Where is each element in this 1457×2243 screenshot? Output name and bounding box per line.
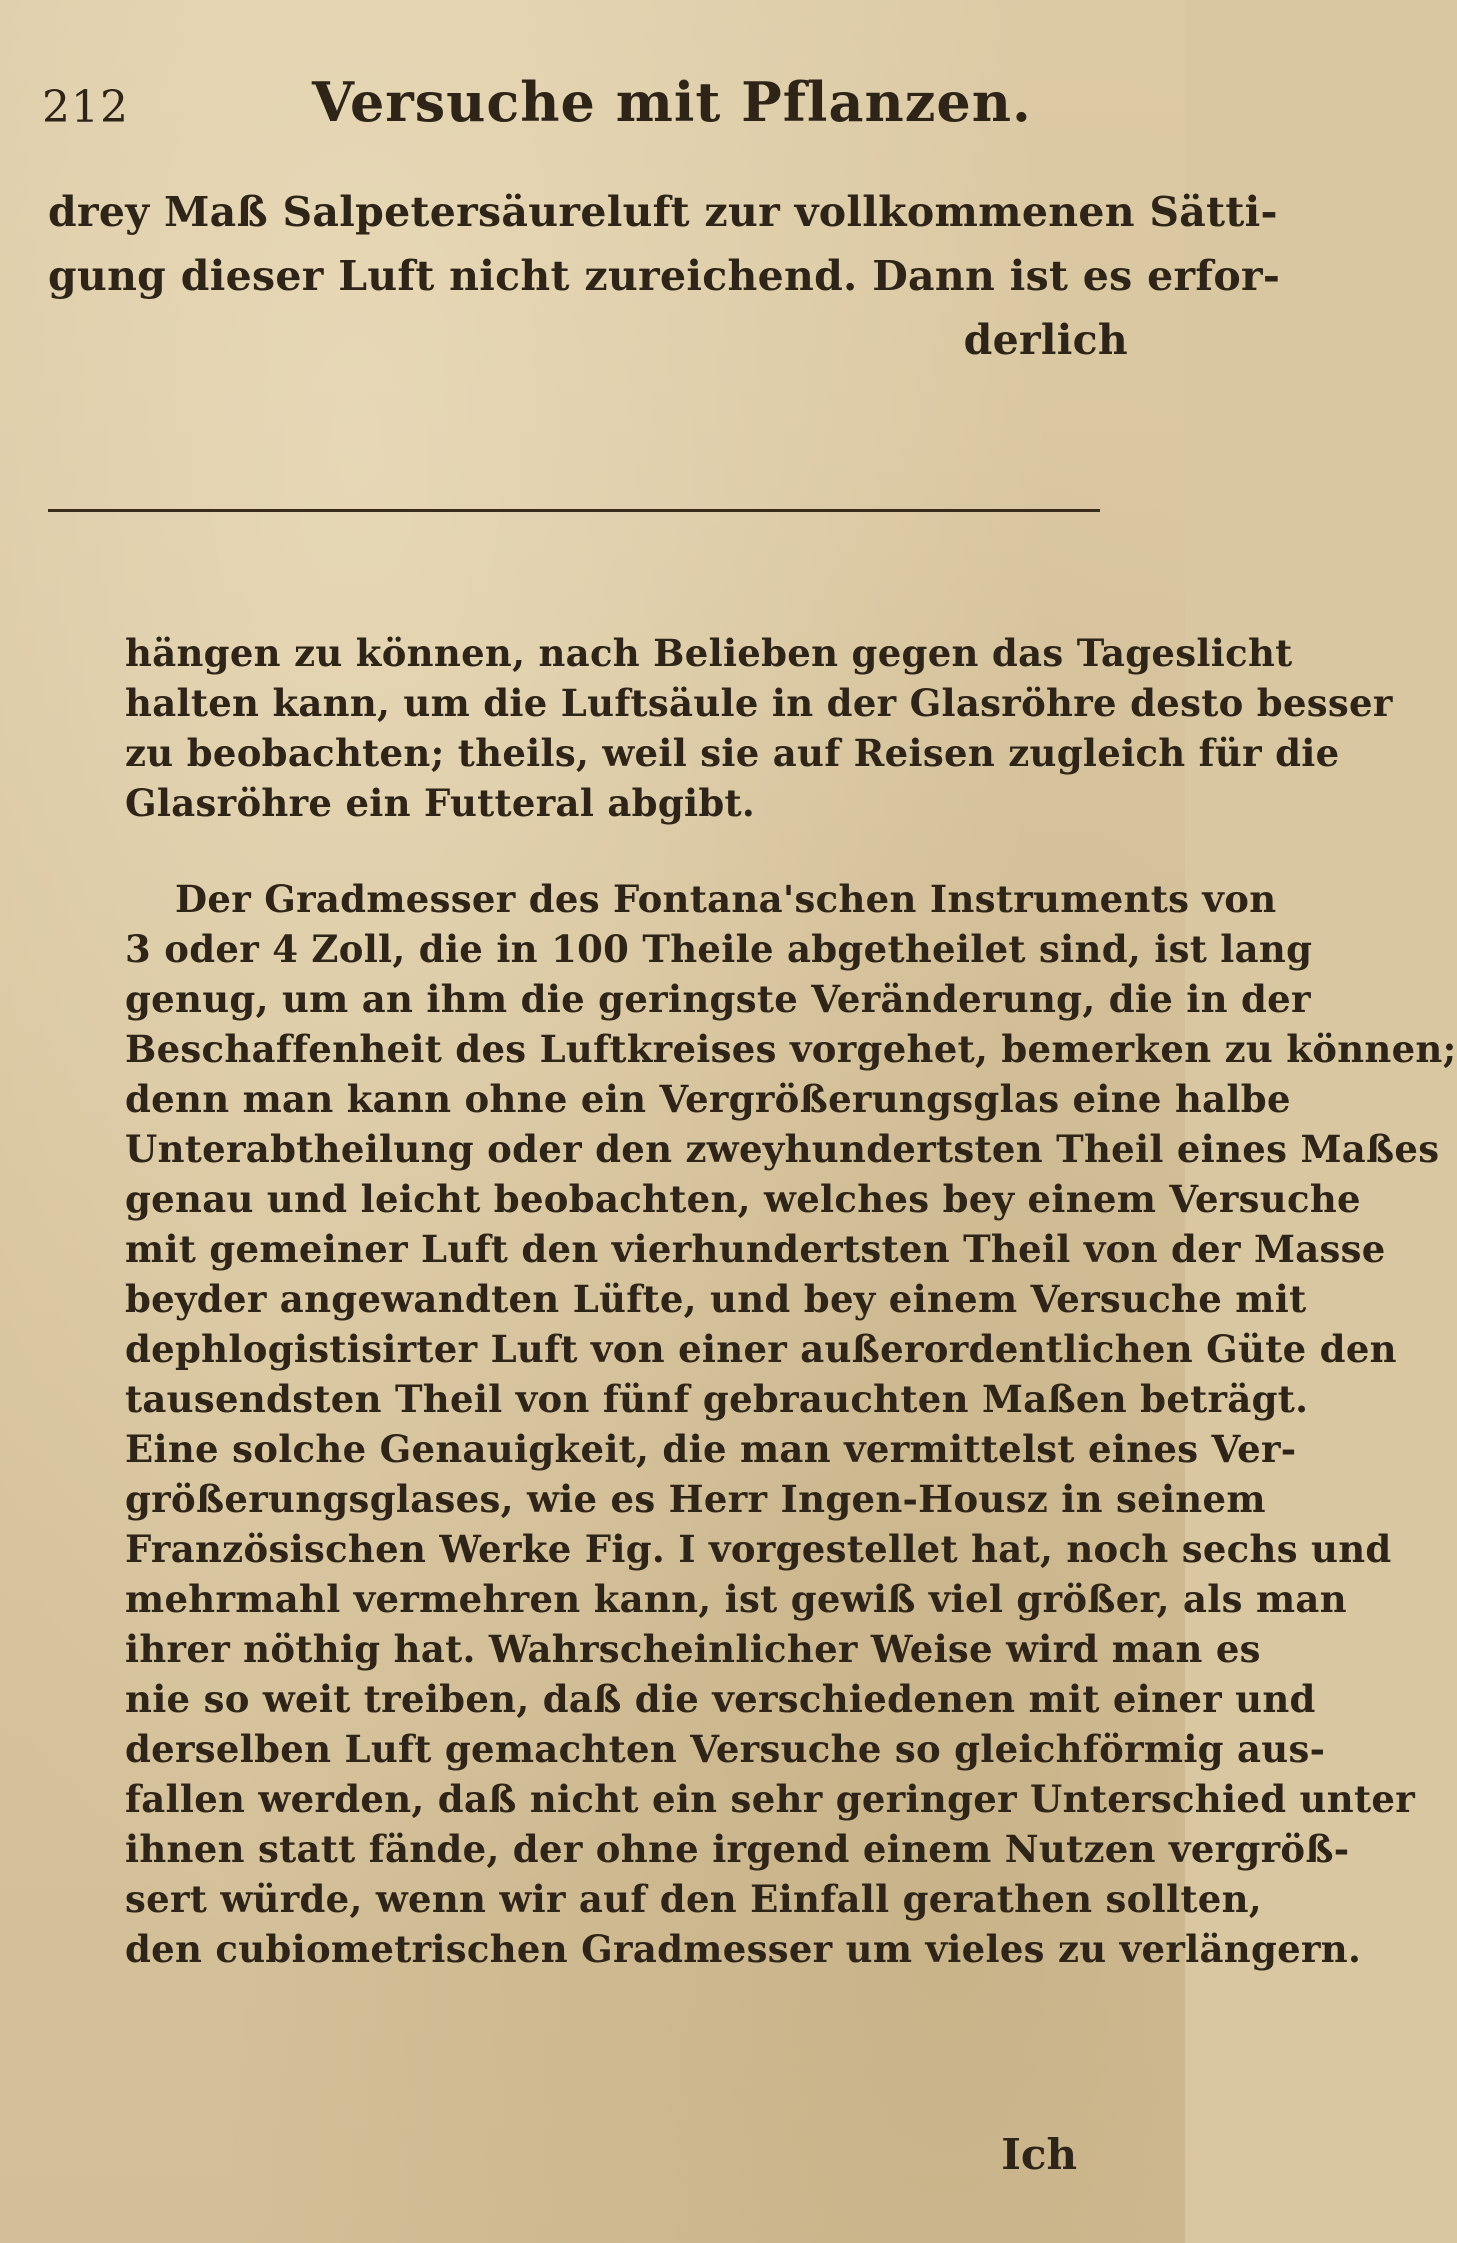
page-header — [42, 70, 1142, 140]
text-line: genau und leicht beobachten, welches bey einem Versuche — [125, 1177, 1361, 1221]
text-line: Unterabtheilung oder den zweyhundertsten Theil eines Maßes — [125, 1127, 1440, 1171]
main-text-block — [125, 628, 1457, 1974]
text-line: zu beobachten; theils, weil sie auf Reisen zugleich für die — [125, 731, 1340, 775]
text-line: Glasröhre ein Futteral abgibt. — [125, 781, 756, 825]
text-line: nie so weit treiben, daß die verschiedenen mit einer und — [125, 1677, 1316, 1721]
text-line: ihrer nöthig hat. Wahrscheinlicher Weise wird man es — [125, 1627, 1261, 1671]
catchword: Ich — [1001, 2130, 1077, 2179]
text-line: sert würde, wenn wir auf den Einfall gerathen sollten, — [125, 1877, 1262, 1921]
text-line: 3 oder 4 Zoll, die in 100 Theile abgetheilet sind, ist lang — [125, 927, 1313, 971]
text-line: derlich — [963, 316, 1128, 364]
text-line: derselben Luft gemachten Versuche so gleichförmig aus- — [125, 1727, 1326, 1771]
top-text-block — [48, 180, 1281, 372]
text-line: mehrmahl vermehren kann, ist gewiß viel größer, als man — [125, 1577, 1347, 1621]
text-line: dephlogistisirter Luft von einer außerordentlichen Güte den — [125, 1327, 1397, 1371]
text-line: drey Maß Salpetersäureluft zur vollkommenen Sätti- — [48, 188, 1278, 236]
text-line: tausendsten Theil von fünf gebrauchten Maßen beträgt. — [125, 1377, 1309, 1421]
text-line: Der Gradmesser des Fontana'schen Instruments von — [175, 877, 1277, 921]
text-line: ihnen statt fände, der ohne irgend einem Nutzen vergröß- — [125, 1827, 1350, 1871]
text-line: hängen zu können, nach Belieben gegen das Tageslicht — [125, 631, 1293, 675]
text-line: den cubiometrischen Gradmesser um vieles zu verlängern. — [125, 1927, 1362, 1971]
text-line: mit gemeiner Luft den vierhundertsten Theil von der Masse — [125, 1227, 1386, 1271]
text-line: genug, um an ihm die geringste Veränderung, die in der — [125, 977, 1311, 1021]
page-number: 212 — [42, 82, 129, 133]
text-line: Französischen Werke Fig. I vorgestellet hat, noch sechs und — [125, 1527, 1392, 1571]
text-line: beyder angewandten Lüfte, und bey einem Versuche mit — [125, 1277, 1307, 1321]
paragraph-2 — [125, 874, 1457, 1974]
text-line: fallen werden, daß nicht ein sehr geringer Unterschied unter — [125, 1777, 1415, 1821]
running-title: Versuche mit Pflanzen. — [312, 70, 1032, 134]
text-line: halten kann, um die Luftsäule in der Glasröhre desto besser — [125, 681, 1393, 725]
text-line: Beschaffenheit des Luftkreises vorgehet, bemerken zu können; — [125, 1027, 1457, 1071]
text-line: gung dieser Luft nicht zureichend. Dann ist es erfor- — [48, 252, 1281, 300]
text-line: Eine solche Genauigkeit, die man vermittelst eines Ver- — [125, 1427, 1297, 1471]
paragraph-1 — [125, 628, 1393, 828]
text-line: denn man kann ohne ein Vergrößerungsglas eine halbe — [125, 1077, 1291, 1121]
horizontal-rule — [48, 509, 1100, 512]
text-line: größerungsglases, wie es Herr Ingen-Housz in seinem — [125, 1477, 1266, 1521]
paragraph-gap — [125, 828, 1115, 874]
